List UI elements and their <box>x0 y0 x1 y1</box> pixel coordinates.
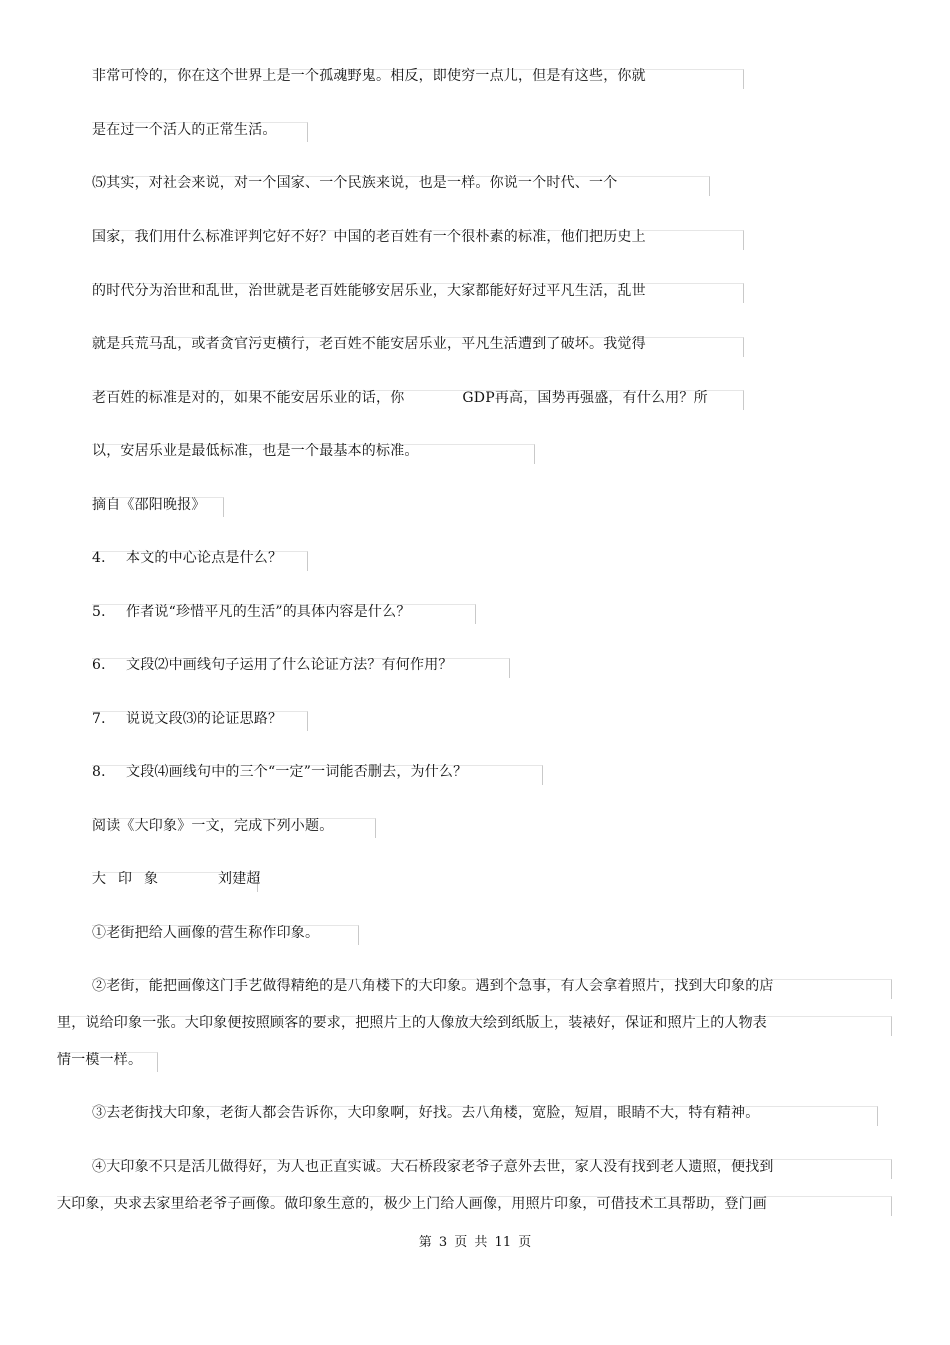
source-line: 摘自《邵阳晚报》 <box>92 497 206 513</box>
question-text: 文段⑵中画线句子运用了什么论证方法？有何作用？ <box>126 657 453 673</box>
question-8 <box>92 762 467 782</box>
reading-intro: 阅读《大印象》一文，完成下列小题。 <box>92 818 334 834</box>
paragraph-line: 情一模一样。 <box>57 1052 143 1068</box>
paragraph-line: ②老街，能把画像这门手艺做得精绝的是八角楼下的大印象。遇到个急事，有人会拿着照片，找到大印象的店 <box>92 978 774 994</box>
article-title: 大印象 <box>92 871 170 887</box>
passage-line: 以，安居乐业是最低标准，也是一个最基本的标准。 <box>92 443 419 459</box>
paragraph-line: 大印象，央求去家里给老爷子画像。做印象生意的，极少上门给人画像，用照片印象，可借技术工具帮助，登门画 <box>57 1196 767 1212</box>
article-author: 刘建超 <box>218 871 261 887</box>
question-number: 8． <box>92 764 116 780</box>
page-footer: 第 3 页 共 11 页 <box>418 1235 532 1250</box>
question-6 <box>92 655 453 675</box>
question-number: 5． <box>92 604 116 620</box>
question-7 <box>92 709 282 729</box>
question-number: 6． <box>92 657 116 673</box>
question-text: 说说文段⑶的论证思路？ <box>126 711 283 727</box>
question-5 <box>92 602 411 622</box>
passage-line: 国家，我们用什么标准评判它好不好？中国的老百姓有一个很朴素的标准，他们把历史上 <box>92 229 646 245</box>
passage-line: ⑸其实，对社会来说，对一个国家、一个民族来说，也是一样。你说一个时代、一个 <box>92 175 618 191</box>
question-4 <box>92 548 282 568</box>
paragraph-line: ③去老街找大印象，老街人都会告诉你，大印象啊，好找。去八角楼，宽脸，短眉，眼睛不大，特有精神。 <box>92 1105 760 1121</box>
passage-line: 就是兵荒马乱，或者贪官污吏横行，老百姓不能安居乐业，平凡生活遭到了破坏。我觉得 <box>92 336 646 352</box>
question-number: 7． <box>92 711 116 727</box>
question-text: 本文的中心论点是什么？ <box>126 550 283 566</box>
question-number: 4． <box>92 550 116 566</box>
paragraph-line: ④大印象不只是活儿做得好，为人也正直实诚。大石桥段家老爷子意外去世，家人没有找到老人遗照，便找到 <box>92 1159 774 1175</box>
passage-line-part: 老百姓的标准是对的，如果不能安居乐业的话，你 <box>92 390 405 406</box>
passage-line: 是在过一个活人的正常生活。 <box>92 122 277 138</box>
paragraph-line: ①老街把给人画像的营生称作印象。 <box>92 925 320 941</box>
passage-line <box>92 388 708 408</box>
paragraph-line: 里，说给印象一张。大印象便按照顾客的要求，把照片上的人像放大绘到纸版上，装裱好，保证和照片上的人物表 <box>57 1015 767 1031</box>
article-heading <box>92 869 261 889</box>
passage-line-part: GDP再高，国势再强盛，有什么用？所 <box>462 390 708 406</box>
passage-line: 非常可怜的，你在这个世界上是一个孤魂野鬼。相反，即使穷一点儿，但是有这些，你就 <box>92 68 646 84</box>
question-text: 作者说“珍惜平凡的生活”的具体内容是什么？ <box>126 604 411 620</box>
passage-line: 的时代分为治世和乱世，治世就是老百姓能够安居乐业，大家都能好好过平凡生活，乱世 <box>92 283 646 299</box>
question-text: 文段⑷画线句中的三个“一定”一词能否删去，为什么？ <box>126 764 468 780</box>
